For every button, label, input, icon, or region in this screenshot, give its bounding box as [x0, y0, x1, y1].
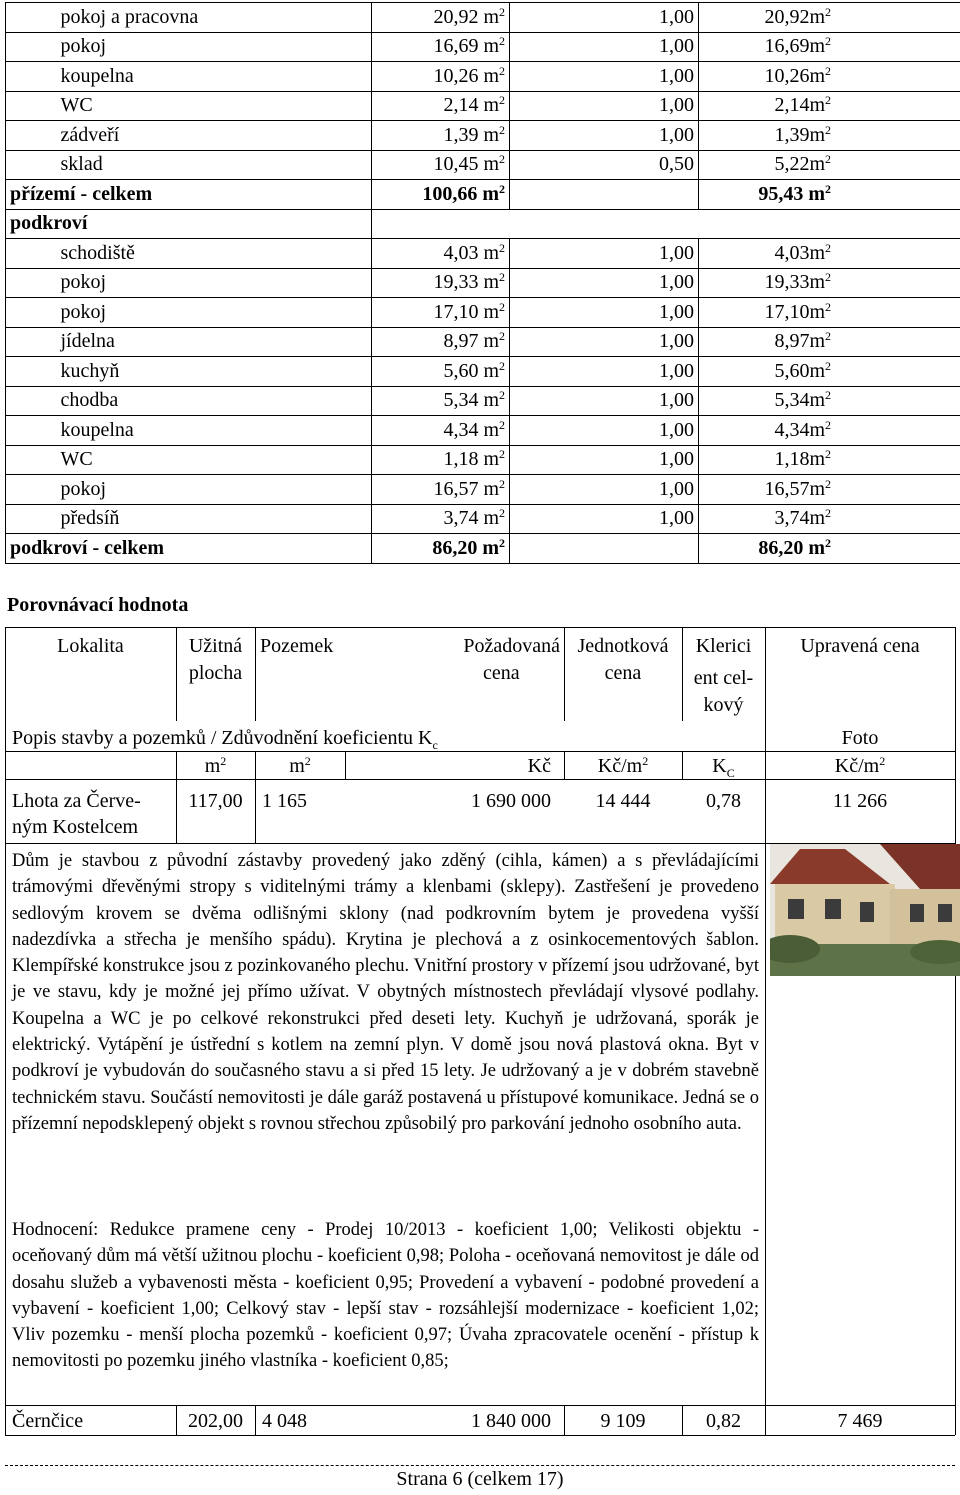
footer-divider: [5, 1465, 955, 1466]
section-heading: Porovnávací hodnota: [7, 594, 189, 616]
unit-m2-uzitna: $m^2$: [204, 754, 227, 777]
room-coef: 1,00: [510, 386, 699, 416]
room-coef: 1,00: [510, 32, 699, 62]
indent-cell: [6, 150, 53, 180]
ground-total-row: [6, 180, 960, 210]
item1-cena: 1 690 000: [471, 790, 551, 812]
attic-total-row: [6, 534, 960, 564]
room-name: předsíň: [53, 504, 372, 534]
indent-cell: [6, 32, 53, 62]
indent-cell: [6, 416, 53, 446]
room-area: 3,74 $m^2$: [372, 504, 510, 534]
header-jednotkova-2: cena: [604, 662, 642, 684]
room-name: pokoj: [53, 268, 372, 298]
room-name: schodiště: [53, 239, 372, 269]
area-row: [6, 150, 960, 180]
area-row: [6, 62, 960, 92]
item2-jednotkova: 9 109: [600, 1410, 646, 1432]
header-jednotkova-1: Jednotková: [577, 635, 669, 657]
room-coef: 1,00: [510, 327, 699, 357]
indent-cell: [6, 91, 53, 121]
header-pozadovana-2: cena: [483, 662, 520, 684]
room-coef: 1,00: [510, 475, 699, 505]
room-coef: 0,50: [510, 150, 699, 180]
total-empty: [510, 534, 699, 564]
room-coef: 1,00: [510, 298, 699, 328]
house-photo: [770, 844, 960, 976]
room-adjusted: $1,18m^2$: [699, 445, 960, 475]
header-uzitna-1: Užitná: [188, 635, 243, 657]
area-row: [6, 475, 960, 505]
area-row: [6, 357, 960, 387]
area-row: [6, 3, 960, 33]
unit-kc: Kč: [527, 755, 551, 777]
room-name: kuchyň: [53, 357, 372, 387]
room-area: 16,57 $m^2$: [372, 475, 510, 505]
item2-upravena: 7 469: [837, 1410, 883, 1432]
total-adjusted: 95,43 $m^2$: [699, 180, 960, 210]
room-adjusted: $8,97m^2$: [699, 327, 960, 357]
indent-cell: [6, 121, 53, 151]
area-row: [6, 386, 960, 416]
room-name: pokoj a pracovna: [53, 3, 372, 33]
room-name: koupelna: [53, 416, 372, 446]
item1-description: Dům je stavbou z původní zástavby provedený jako zděný (cihla, kámen) a s převládajícími trámovými dřevěnými stropy s viditelnými trámy a klenbami (sklepy). Zastřešení je provedeno sedlovým krovem se dvěma odlišnými sklony (nad podkrovním bytem je provedena vyšší nadezdívka a střecha je menšího spádu). Krytina je plechová a z osinkocementových šablon. Klempířské konstrukce jsou z pozinkovaného plechu. Vnitřní prostory v přízemí jsou udržované, byt je ve stavu, kdy je možné jej přímo užívat. V obytných místnostech převládají vlysové podlahy. Koupelna a WC je po celkové rekonstrukci před deseti lety. Kuchyň je udržovaná, sporák je elektrický. Vytápění je ústřední s kotlem na zemní plyn. V domě jsou nová plastová okna. Byt v podkroví je vybudován do současného stavu a si před 15 lety. Je udržovaný a je v dobrém stavebně technickém stavu. Součástí nemovitosti je dále garáž postavená u přístupové komunikace. Jedná se o přízemní nepodsklepený objekt s rovnou střechou způsobilý pro parkování jednoho osobního auta.: [12, 851, 759, 1134]
header-klerici-3: kový: [703, 694, 744, 716]
item1-lokalita-1: Lhota za Červe-: [12, 790, 141, 812]
unit-m2-pozemek: $m^2$: [289, 754, 311, 777]
area-row: [6, 268, 960, 298]
total-adjusted: 86,20 $m^2$: [699, 534, 960, 564]
unit-kc-coef: $K_C$: [712, 755, 735, 780]
item2-lokalita: Černčice: [12, 1410, 84, 1432]
item1-pozemek: 1 165: [262, 790, 307, 812]
indent-cell: [6, 268, 53, 298]
room-area: 4,03 $m^2$: [372, 239, 510, 269]
item1-upravena: 11 266: [832, 790, 888, 812]
area-row: [6, 91, 960, 121]
room-adjusted: $1,39m^2$: [699, 121, 960, 151]
room-name: chodba: [53, 386, 372, 416]
room-adjusted: $16,57m^2$: [699, 475, 960, 505]
room-name: sklad: [53, 150, 372, 180]
room-name: zádveří: [53, 121, 372, 151]
popis-label: Popis stavby a pozemků / Zdůvodnění koeficientu $K_c$: [12, 727, 438, 752]
unit-kc-m2-upravena: $Kč/m^2$: [834, 754, 886, 777]
indent-cell: [6, 62, 53, 92]
room-area: 4,34 $m^2$: [372, 416, 510, 446]
room-adjusted: $3,74m^2$: [699, 504, 960, 534]
item1-jednotkova: 14 444: [595, 790, 651, 812]
room-area: 5,34 $m^2$: [372, 386, 510, 416]
room-coef: 1,00: [510, 504, 699, 534]
page-footer: Strana 6 (celkem 17): [396, 1468, 564, 1490]
header-klerici-1: Klerici: [695, 635, 752, 657]
header-pozemek: Pozemek: [260, 635, 334, 657]
item1-uzitna: 117,00: [188, 790, 243, 812]
room-area: 1,39 $m^2$: [372, 121, 510, 151]
item1-lokalita-2: ným Kostelcem: [12, 816, 139, 838]
room-coef: 1,00: [510, 357, 699, 387]
room-adjusted: $5,60m^2$: [699, 357, 960, 387]
area-row: [6, 298, 960, 328]
room-name: pokoj: [53, 32, 372, 62]
room-coef: 1,00: [510, 416, 699, 446]
total-label: podkroví - celkem: [6, 534, 372, 564]
room-adjusted: $20,92m^2$: [699, 3, 960, 33]
room-area: 16,69 $m^2$: [372, 32, 510, 62]
item2-koef: 0,82: [706, 1410, 741, 1432]
room-name: pokoj: [53, 298, 372, 328]
area-row: [6, 239, 960, 269]
area-row: [6, 445, 960, 475]
unit-kc-m2: $Kč/m^2$: [597, 754, 649, 777]
section-empty: [372, 209, 960, 239]
item2-pozemek: 4 048: [262, 1410, 307, 1432]
area-row: [6, 504, 960, 534]
header-upravena: Upravená cena: [800, 635, 920, 657]
room-area: 1,18 $m^2$: [372, 445, 510, 475]
item1-koef: 0,78: [706, 790, 741, 812]
area-table: [5, 2, 960, 564]
indent-cell: [6, 327, 53, 357]
room-adjusted: $5,22m^2$: [699, 150, 960, 180]
room-area: 19,33 $m^2$: [372, 268, 510, 298]
room-name: jídelna: [53, 327, 372, 357]
room-name: koupelna: [53, 62, 372, 92]
room-area: 5,60 $m^2$: [372, 357, 510, 387]
room-area: 17,10 $m^2$: [372, 298, 510, 328]
attic-section-row: [6, 209, 960, 239]
header-lokalita: Lokalita: [57, 635, 124, 657]
room-adjusted: $2,14m^2$: [699, 91, 960, 121]
room-area: 10,26 $m^2$: [372, 62, 510, 92]
foto-label: Foto: [841, 727, 879, 749]
room-adjusted: $16,69m^2$: [699, 32, 960, 62]
room-name: WC: [53, 445, 372, 475]
room-coef: 1,00: [510, 62, 699, 92]
indent-cell: [6, 357, 53, 387]
room-adjusted: $17,10m^2$: [699, 298, 960, 328]
area-row: [6, 416, 960, 446]
total-area: 86,20 $m^2$: [372, 534, 510, 564]
room-name: WC: [53, 91, 372, 121]
item2-uzitna: 202,00: [188, 1410, 243, 1432]
room-adjusted: $4,03m^2$: [699, 239, 960, 269]
header-pozadovana-1: Požadovaná: [463, 635, 560, 657]
room-coef: 1,00: [510, 3, 699, 33]
room-adjusted: $10,26m^2$: [699, 62, 960, 92]
indent-cell: [6, 445, 53, 475]
indent-cell: [6, 475, 53, 505]
room-area: 10,45 $m^2$: [372, 150, 510, 180]
comparison-table: [5, 627, 955, 1436]
header-klerici-2: ent cel-: [693, 667, 754, 689]
header-uzitna-2: plocha: [188, 662, 243, 684]
room-coef: 1,00: [510, 239, 699, 269]
room-adjusted: $4,34m^2$: [699, 416, 960, 446]
total-label: přízemí - celkem: [6, 180, 372, 210]
room-name: pokoj: [53, 475, 372, 505]
room-coef: 1,00: [510, 91, 699, 121]
room-adjusted: $5,34m^2$: [699, 386, 960, 416]
section-label: podkroví: [6, 209, 372, 239]
indent-cell: [6, 386, 53, 416]
area-row: [6, 327, 960, 357]
room-coef: 1,00: [510, 121, 699, 151]
total-area: 100,66 $m^2$: [372, 180, 510, 210]
item2-cena: 1 840 000: [471, 1410, 551, 1432]
item1-evaluation: Hodnocení: Redukce pramene ceny - Prodej 10/2013 - koeficient 1,00; Velikosti objektu - oceňovaný dům má větší užitnou plochu - koeficient 0,98; Poloha - oceňovaná nemovitost je dále od dosahu služeb a vybavenosti města - koeficient 0,95; Provedení a vybavení - podobné provedení a vybavení - koeficient 1,00; Celkový stav - lepší stav - rozsáhlejší modernizace - koeficient 1,02; Vliv pozemku - menší plocha pozemků - koeficient 0,97; Úvaha zpracovatele ocenění - přístup k nemovitosti po pozemku jiného vlastníka - koeficient 0,85;: [12, 1220, 759, 1372]
indent-cell: [6, 3, 53, 33]
room-coef: 1,00: [510, 268, 699, 298]
indent-cell: [6, 298, 53, 328]
room-area: 20,92 $m^2$: [372, 3, 510, 33]
house-photo-image: [770, 844, 960, 976]
room-area: 2,14 $m^2$: [372, 91, 510, 121]
room-area: 8,97 $m^2$: [372, 327, 510, 357]
room-coef: 1,00: [510, 445, 699, 475]
area-row: [6, 121, 960, 151]
total-empty: [510, 180, 699, 210]
room-adjusted: $19,33m^2$: [699, 268, 960, 298]
area-row: [6, 32, 960, 62]
indent-cell: [6, 504, 53, 534]
indent-cell: [6, 239, 53, 269]
